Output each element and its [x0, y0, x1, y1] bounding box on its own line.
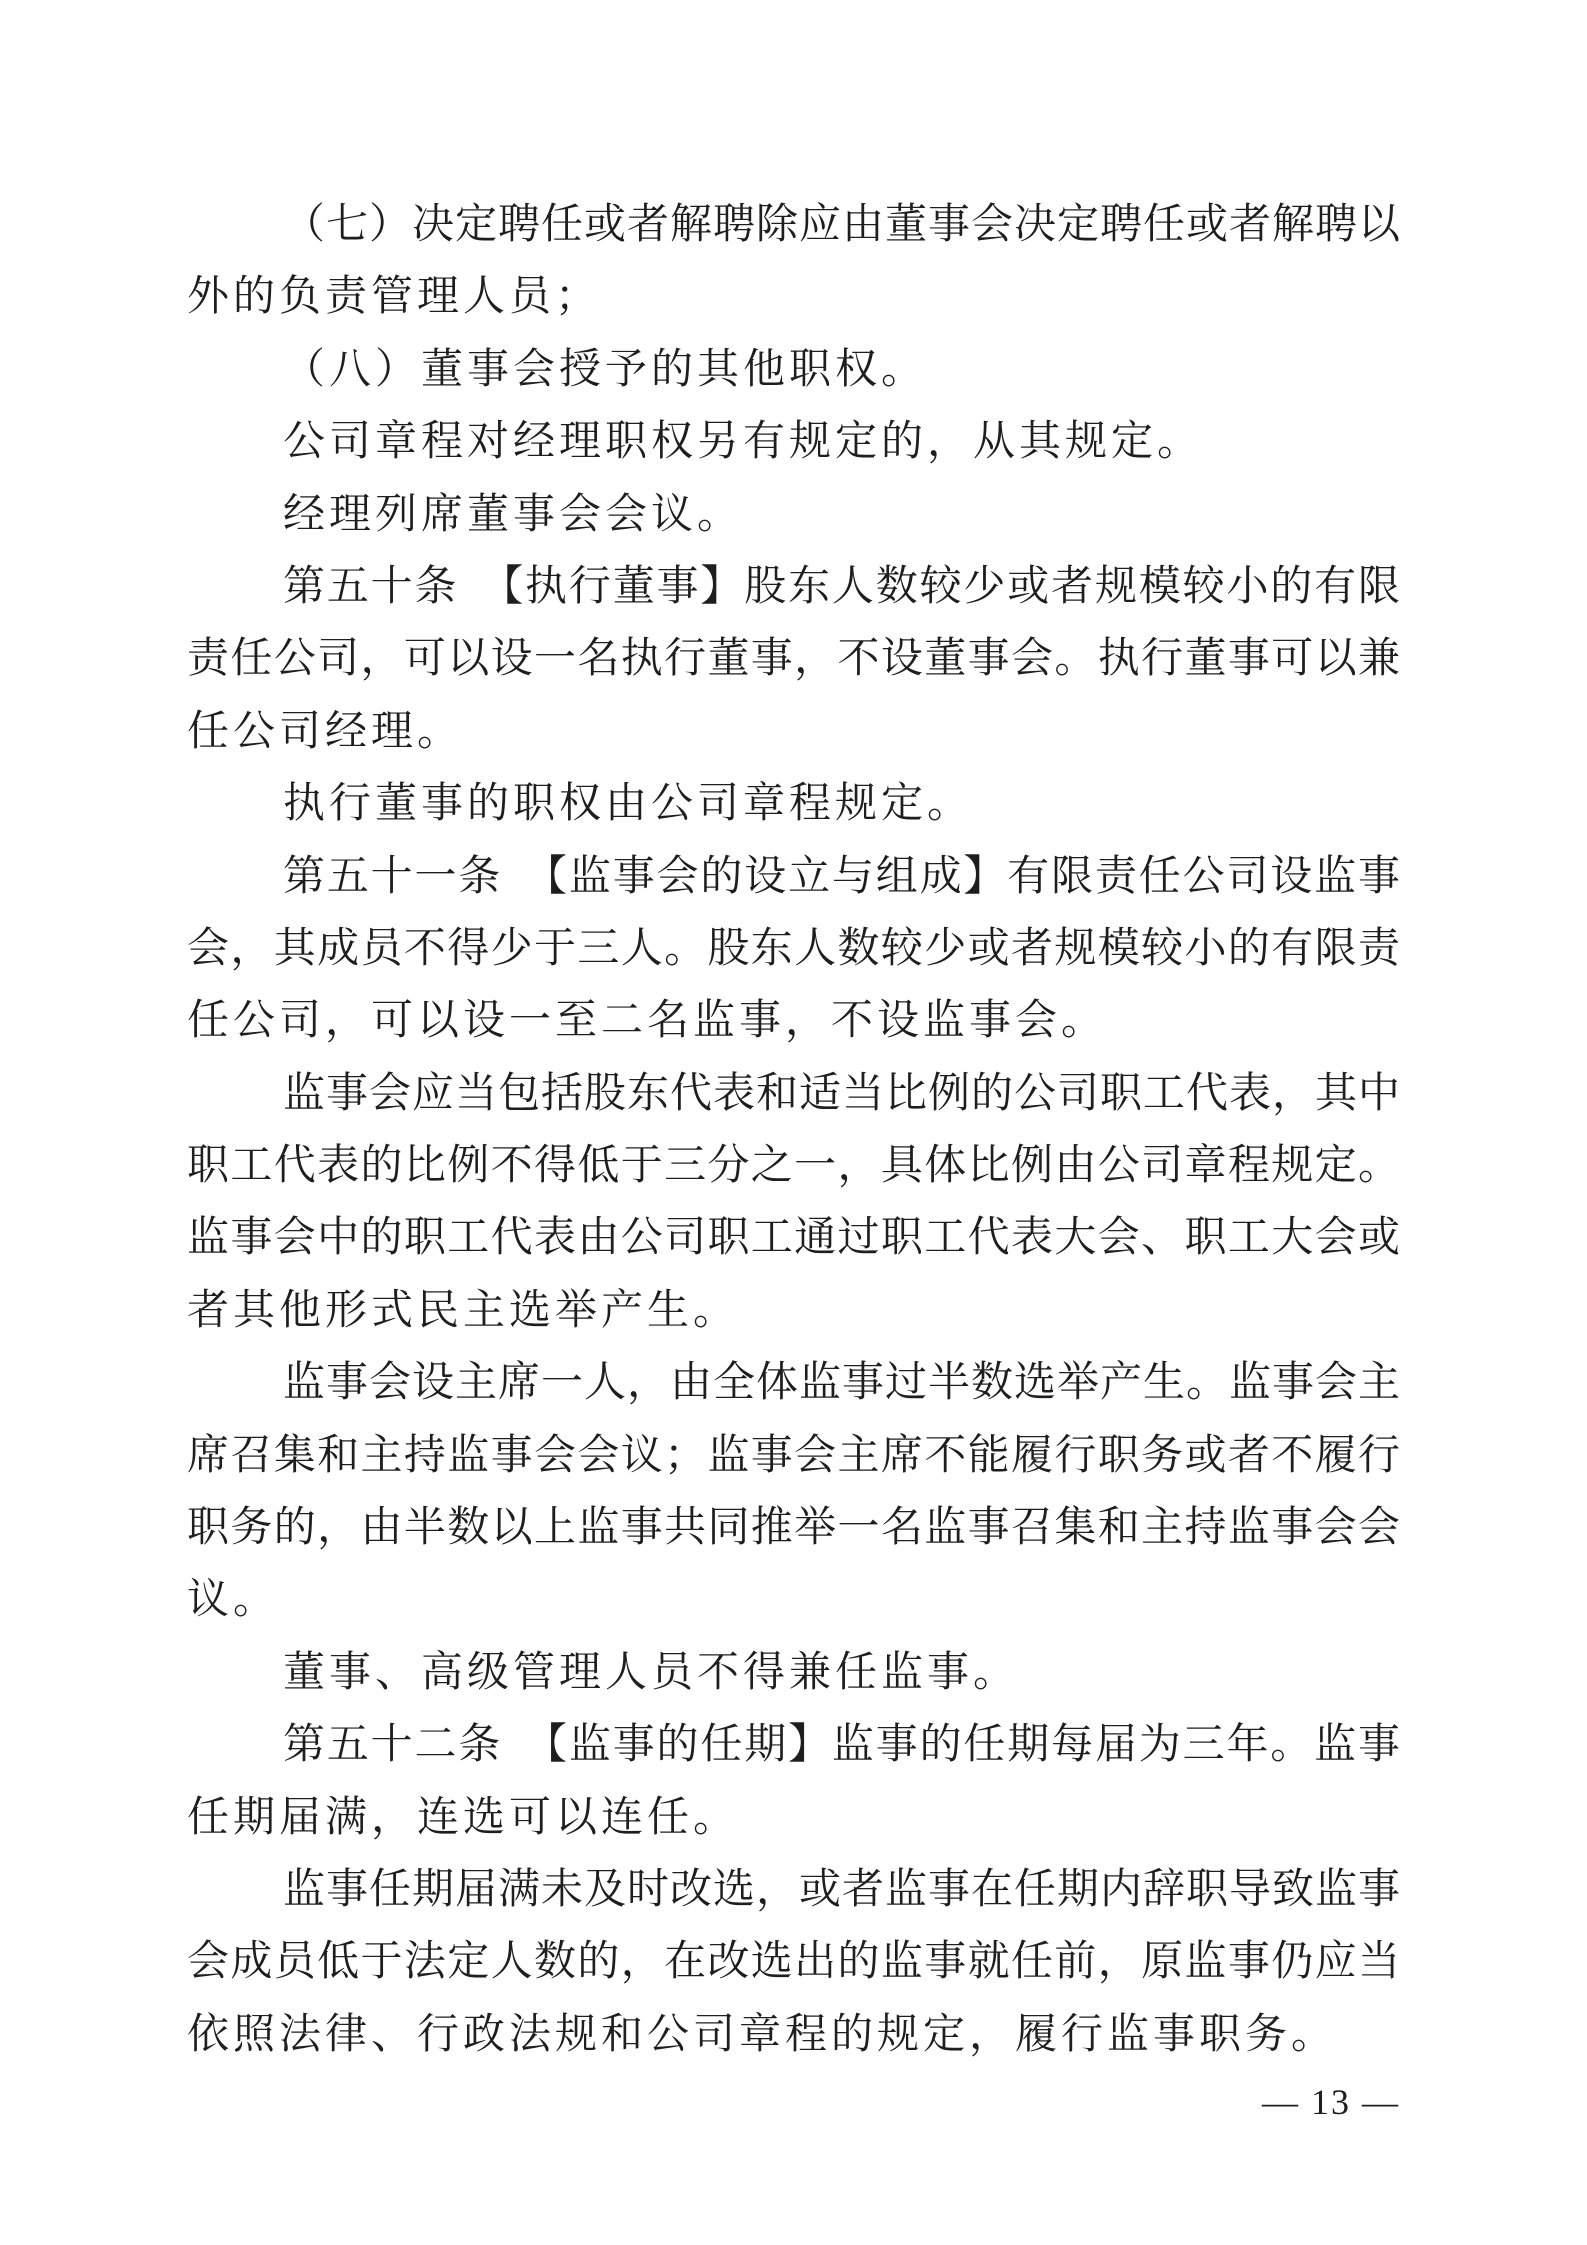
text-line: 经理列席董事会会议。 — [283, 491, 744, 538]
text-line: 责任公司，可以设一名执行董事，不设董事会。执行董事可以兼 — [187, 636, 1400, 683]
text-line: 职务的，由半数以上监事共同推举一名监事召集和主持监事会会 — [187, 1505, 1400, 1552]
text-line: 监事会设主席一人，由全体监事过半数选举产生。监事会主 — [283, 1360, 1400, 1407]
text-line: 席召集和主持监事会会议；监事会主席不能履行职务或者不履行 — [187, 1432, 1400, 1479]
text-line: 议。 — [187, 1577, 280, 1624]
text-line: 第五十二条 【监事的任期】监事的任期每届为三年。监事 — [283, 1722, 1400, 1769]
text-line: 第五十一条 【监事会的设立与组成】有限责任公司设监事 — [283, 853, 1400, 900]
text-line: 任期届满，连选可以连任。 — [187, 1794, 740, 1841]
text-line: 会，其成员不得少于三人。股东人数较少或者规模较小的有限责 — [187, 925, 1400, 972]
text-line: 者其他形式民主选举产生。 — [187, 1287, 740, 1334]
text-line: 监事会中的职工代表由公司职工通过职工代表大会、职工大会或 — [187, 1215, 1400, 1262]
text-line: 董事、高级管理人员不得兼任监事。 — [283, 1649, 1020, 1696]
text-line: （八）董事会授予的其他职权。 — [283, 346, 928, 393]
text-line: 监事会应当包括股东代表和适当比例的公司职工代表，其中 — [283, 1070, 1400, 1117]
text-line: 监事任期届满未及时改选，或者监事在任期内辞职导致监事 — [283, 1866, 1400, 1913]
text-line: 依照法律、行政法规和公司章程的规定，履行监事职务。 — [187, 2011, 1338, 2058]
text-line: 任公司，可以设一至二名监事，不设监事会。 — [187, 998, 1108, 1045]
text-line: 公司章程对经理职权另有规定的，从其规定。 — [283, 419, 1204, 466]
text-line: 外的负责管理人员； — [187, 274, 602, 321]
text-line: 任公司经理。 — [187, 708, 464, 755]
text-line: （七）决定聘任或者解聘除应由董事会决定聘任或者解聘以 — [283, 202, 1400, 248]
text-line: 职工代表的比例不得低于三分之一，具体比例由公司章程规定。 — [187, 1143, 1400, 1190]
text-line: 第五十条 【执行董事】股东人数较少或者规模较小的有限 — [283, 563, 1400, 610]
page-number: — 13 — — [1262, 2082, 1400, 2122]
document-text-block — [187, 189, 1400, 2071]
text-line: 执行董事的职权由公司章程规定。 — [283, 781, 974, 828]
text-line: 会成员低于法定人数的，在改选出的监事就任前，原监事仍应当 — [187, 1939, 1400, 1986]
